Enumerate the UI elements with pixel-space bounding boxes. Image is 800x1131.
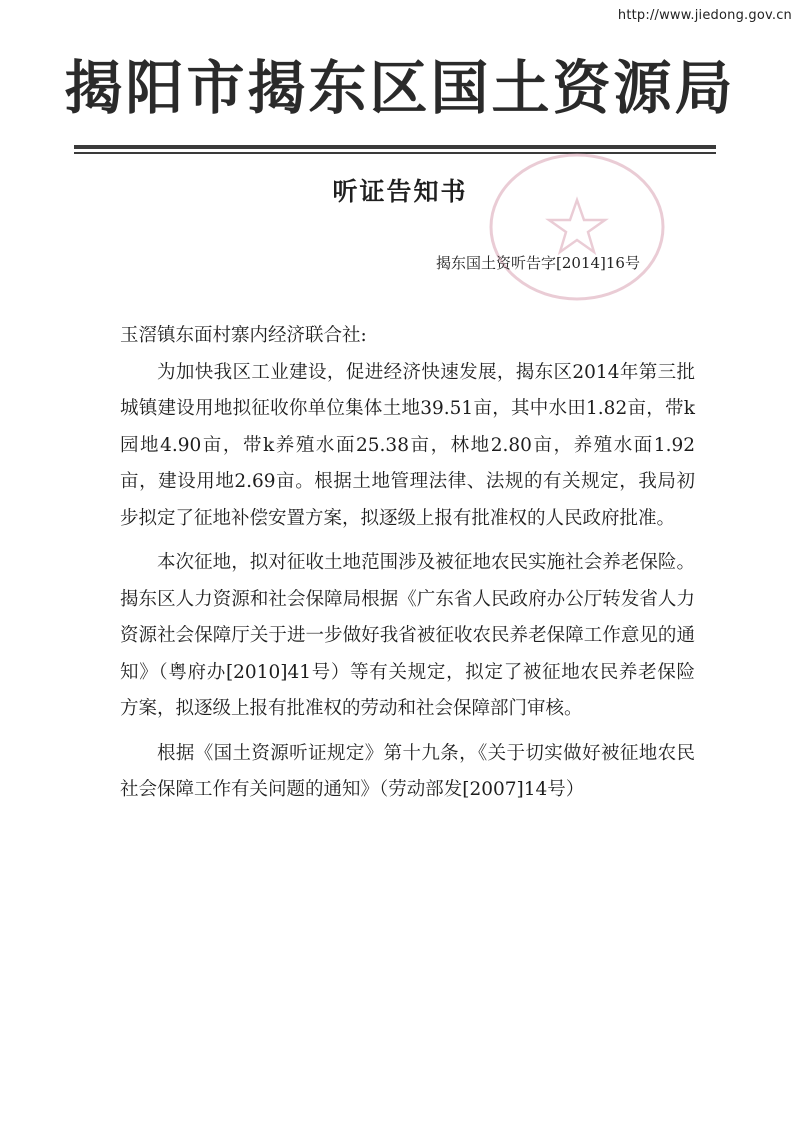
document-body: [120, 318, 695, 809]
letterhead-org-name: 揭阳市揭东区国土资源局: [64, 54, 736, 122]
letterhead-rule-thick: [74, 145, 716, 149]
source-url: http://www.jiedong.gov.cn: [617, 8, 792, 23]
document-title: 听证告知书: [332, 177, 468, 206]
body-paragraph-2: 本次征地，拟对征收土地范围涉及被征地农民实施社会养老保险。揭东区人力资源和社会保障局根据《广东省人民政府办公厅转发省人力资源社会保障厅关于进一步做好我省被征收农民养老保障工作意见的通知》（粤府办[2010]41号）等有关规定，拟定了被征地农民养老保险方案，拟逐级上报有批准权的劳动和社会保障部门审核。: [120, 552, 695, 719]
document-number: 揭东国土资听告字[2014]16号: [436, 254, 640, 272]
body-paragraph-3: 根据《国土资源听证规定》第十九条，《关于切实做好被征地农民社会保障工作有关问题的通知》（劳动部发[2007]14号）: [120, 742, 695, 800]
salutation: 玉滘镇东面村寨内经济联合社:: [120, 325, 367, 346]
body-paragraph-1: 为加快我区工业建设，促进经济快速发展，揭东区2014年第三批城镇建设用地拟征收你单位集体土地39.51亩，其中水田1.82亩，带k园地4.90亩，带k养殖水面25.38亩，林地2.80亩，养殖水面1.92亩，建设用地2.69亩。根据土地管理法律、法规的有关规定，我局初步拟定了征地补偿安置方案，拟逐级上报有批准权的人民政府批准。: [120, 361, 695, 529]
